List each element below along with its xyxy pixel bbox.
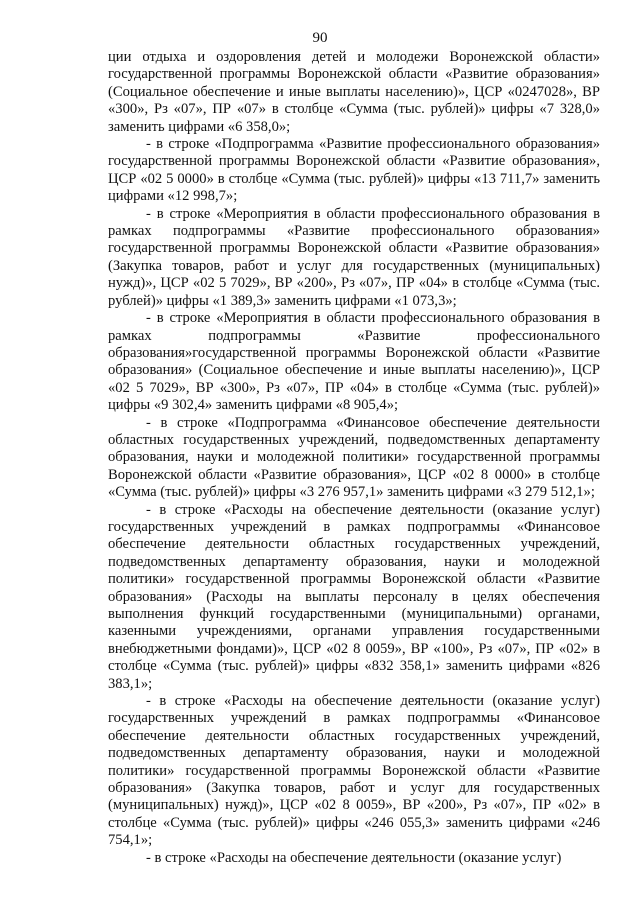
paragraph-amendment: - в строке «Подпрограмма «Развитие профессионального образования» государственной программы Воронежской области «Развитие образования», ЦСР «02 5 0000» в столбце «Сумма (тыс. рублей)» цифры «13 711,7» заменить цифрами «12 998,7»;	[108, 136, 600, 205]
paragraph-continuation: ции отдыха и оздоровления детей и молодежи Воронежской области» государственной программы Воронежской области «Развитие образования» (Социальное обеспечение и иные выплаты населению)», ЦСР «0247028», ВР «300», Рз «07», ПР «07» в столбце «Сумма (тыс. рублей)» цифры «7 328,0» заменить цифрами «6 358,0»;	[108, 49, 600, 135]
paragraph-amendment: - в строке «Расходы на обеспечение деятельности (оказание услуг) государственных учреждений в рамках подпрограммы «Финансовое обеспечение деятельности областных государственных учреждений, подведомственных департаменту образования, науки и молодежной политики» государственной программы Воронежской области «Развитие образования» (Закупка товаров, работ и услуг для государственных (муниципальных) нужд)», ЦСР «02 8 0059», ВР «200», Рз «07», ПР «02» в столбце «Сумма (тыс. рублей)» цифры «246 055,3» заменить цифрами «246 754,1»;	[108, 693, 600, 849]
paragraph-amendment: - в строке «Мероприятия в области профессионального образования в рамках подпрограммы «Развитие профессионального образования»государственной программы Воронежской области «Развитие образования» (Социальное обеспечение и иные выплаты населению)», ЦСР «02 5 7029», ВР «300», Рз «07», ПР «04» в столбце «Сумма (тыс. рублей)» цифры «9 302,4» заменить цифрами «8 905,4»;	[108, 310, 600, 414]
page-number: 90	[312, 30, 328, 46]
paragraph-amendment: - в строке «Мероприятия в области профессионального образования в рамках подпрограммы «Развитие профессионального образования» государственной программы Воронежской области «Развитие образования» (Закупка товаров, работ и услуг для государственных (муниципальных) нужд)», ЦСР «02 5 7029», ВР «200», Рз «07», ПР «04» в столбце «Сумма (тыс. рублей)» цифры «1 389,3» заменить цифрами «1 073,3»;	[108, 205, 600, 309]
paragraph-amendment-partial: - в строке «Расходы на обеспечение деятельности (оказание услуг)	[146, 849, 562, 866]
paragraph-amendment: - в строке «Расходы на обеспечение деятельности (оказание услуг) государственных учреждений в рамках подпрограммы «Финансовое обеспечение деятельности областных государственных учреждений, подведомственных департаменту образования, науки и молодежной политики» государственной программы Воронежской области «Развитие образования» (Расходы на выплаты персоналу в целях обеспечения выполнения функций государственными (муниципальными) органами, казенными учреждениями, органами управления государственными внебюджетными фондами)», ЦСР «02 8 0059», ВР «100», Рз «07», ПР «02» в столбце «Сумма (тыс. рублей)» цифры «832 358,1» заменить цифрами «826 383,1»;	[108, 501, 600, 692]
document-body	[108, 49, 600, 867]
paragraph-amendment: - в строке «Подпрограмма «Финансовое обеспечение деятельности областных государственных учреждений, подведомственных департаменту образования, науки и молодежной политики» государственной программы Воронежской области «Развитие образования», ЦСР «02 8 0000» в столбце «Сумма (тыс. рублей)» цифры «3 276 957,1» заменить цифрами «3 279 512,1»;	[108, 414, 600, 501]
